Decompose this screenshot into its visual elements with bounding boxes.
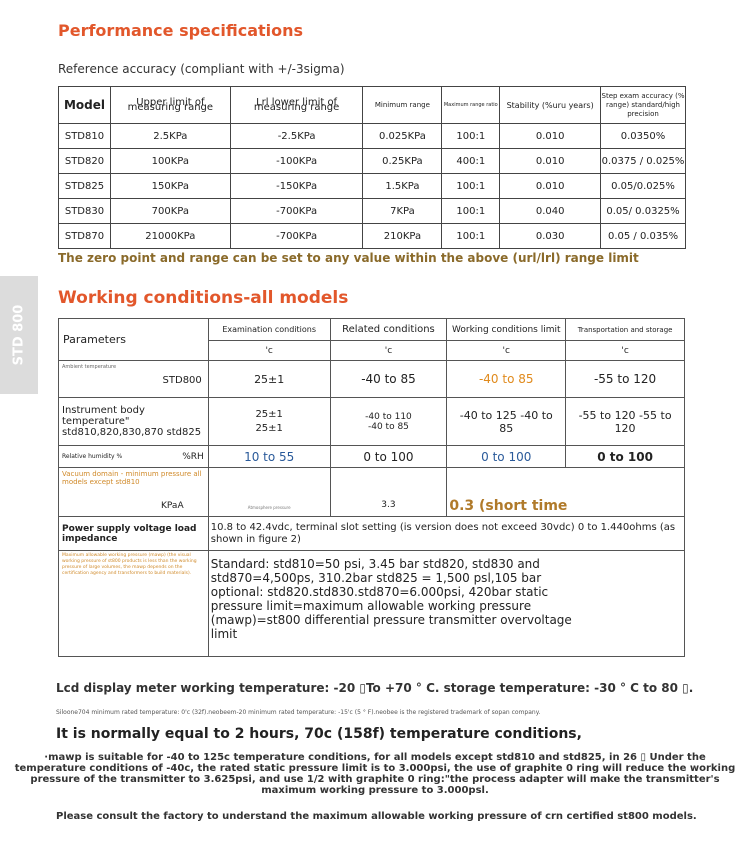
perf-subtitle: Reference accuracy (compliant with +/-3sigma) [58,62,345,76]
power-value: 10.8 to 42.4vdc, terminal slot setting (is version does not exceed 30vdc) 0 to 1.440ohms (as shown in figure 2) [208,517,684,551]
instrument-related-2: -40 to 85 [368,421,409,432]
range-note: The zero point and range can be set to any value within the above (url/lrl) range limit [58,251,639,265]
instrument-related-1: -40 to 110 [365,411,412,422]
cell-lower: -700KPa [230,199,363,224]
col-model: Model [59,87,111,124]
cell-step: 0.0350% [601,124,686,149]
cell-ratio: 400:1 [442,149,500,174]
hdr-limit: Working conditions limit [447,319,566,341]
consult-note: Please consult the factory to understand the maximum allowable working pressure of crn certified st800 models. [56,811,697,822]
accuracy-table [58,86,686,249]
side-tab [0,276,38,394]
vacuum-related: 3.3 [330,468,447,517]
lcd-note: Lcd display meter working temperature: -20 ▯To +70 ° C. storage temperature: -30 ° C to 80 ▯. [56,681,694,695]
cell-lower: -700KPa [230,224,363,249]
cell-min: 0.25KPa [363,149,442,174]
cell-upper: 100KPa [110,149,230,174]
cell-step: 0.05 / 0.035% [601,224,686,249]
cell-step: 0.05/ 0.0325% [601,199,686,224]
cell-min: 7KPa [363,199,442,224]
humidity-unit: %RH [151,446,208,468]
normal-note: It is normally equal to 2 hours, 70c (158f) temperature conditions, [56,726,582,742]
instrument-exam-2: 25±1 [255,423,283,434]
mawp-label: Maximum allowable working pressure (mawp) (the visual working pressure of st800 products is less than the working pressure of large volumes, the mawp depends on the certification agency and transformers to build materials). [59,551,209,657]
instrument-exam-1: 25±1 [255,409,283,420]
cell-ratio: 100:1 [442,174,500,199]
side-tab-label: STD 800 [11,304,27,366]
instrument-related [330,398,447,446]
instrument-transport: -55 to 120 -55 to 120 [566,398,685,446]
humidity-label: Relative humidity % [59,446,152,468]
instrument-exam [208,398,330,446]
hdr-transport: Transportation and storage [566,319,685,341]
cell-upper: 150KPa [110,174,230,199]
cell-model: STD820 [59,149,111,174]
cell-min: 1.5KPa [363,174,442,199]
vacuum-label-cell [59,468,209,517]
vacuum-unit: KPaA [161,501,184,511]
vacuum-exam: Atmosphere pressure [208,468,330,517]
cell-upper: 700KPa [110,199,230,224]
unit-exam: 'c [208,341,330,361]
unit-related: 'c [330,341,447,361]
ambient-limit: -40 to 85 [447,361,566,398]
humidity-limit: 0 to 100 [447,446,566,468]
cell-model: STD810 [59,124,111,149]
mawp-footnote: ·mawp is suitable for -40 to 125c temperature conditions, for all models except std810 and std825, in 26 ▯ Under the temperature conditions of -40c, the rated static pressure limit is to 3.000psi, the use of graphite 0 ring will reduce the working pressure of the transmitter to 3.625psi, and use 1/2 with graphite 0 ring:"the process adapter will make the transmitter's maximum working pressure to 3.000psl. [14,752,736,796]
ambient-related: -40 to 85 [330,361,447,398]
cell-lower: -150KPa [230,174,363,199]
unit-limit: 'c [447,341,566,361]
instrument-limit: -40 to 125 -40 to 85 [447,398,566,446]
conditions-table [58,318,685,657]
ambient-transport: -55 to 120 [566,361,685,398]
col-upper: Upper limit of measuring range [110,87,230,124]
cell-stability: 0.010 [500,124,601,149]
table-row [59,149,686,174]
ambient-exam: 25±1 [208,361,330,398]
unit-transport: 'c [566,341,685,361]
perf-title: Performance specifications [58,21,304,40]
cell-stability: 0.040 [500,199,601,224]
col-lower: Lrl lower limit of measuring range [230,87,363,124]
table-row [59,224,686,249]
cell-lower: -100KPa [230,149,363,174]
row-mawp [59,551,685,657]
hdr-parameters: Parameters [59,319,209,361]
row-ambient [59,361,685,398]
instrument-label: Instrument body temperature" std810,820,830,870 std825 [59,398,209,446]
row-humidity [59,446,685,468]
mawp-value: Standard: std810=50 psi, 3.45 bar std820, std830 and std870=4,500ps, 310.2bar std825 = 1,500 psl,105 bar optional: std820.std830.std870=6.000psi, 420bar static pressure limit=maximum allowable working pressure (mawp)=st800 differential pressure transmitter overvoltage limit [208,551,684,657]
humidity-related: 0 to 100 [330,446,447,468]
cell-stability: 0.030 [500,224,601,249]
power-label: Power supply voltage load impedance [59,517,209,551]
work-title: Working conditions-all models [58,288,349,308]
cell-model: STD870 [59,224,111,249]
table-row [59,124,686,149]
humidity-transport: 0 to 100 [566,446,685,468]
row-vacuum [59,468,685,517]
cell-model: STD825 [59,174,111,199]
cell-ratio: 100:1 [442,124,500,149]
cell-upper: 21000KPa [110,224,230,249]
col-max-ratio: Maximum range ratio [442,87,500,124]
cell-ratio: 100:1 [442,199,500,224]
ambient-model: STD800 [162,375,202,386]
col-min-range: Minimum range [363,87,442,124]
table-row [59,199,686,224]
row-power [59,517,685,551]
vacuum-limit: 0.3 (short time [447,468,685,517]
cell-min: 210KPa [363,224,442,249]
col-stability: Stability (%uru years) [500,87,601,124]
vacuum-label: Vacuum domain - minimum pressure all models except std810 [62,470,202,486]
cell-lower: -2.5KPa [230,124,363,149]
cell-step: 0.0375 / 0.025% [601,149,686,174]
silicone-note: Siloone704 minimum rated temperature: 0'c (32f).neobeem-20 minimum rated temperature: -15'c (5 ° F).neobee is the registered trademark of sopan company. [56,709,541,716]
cell-upper: 2.5KPa [110,124,230,149]
cell-ratio: 100:1 [442,224,500,249]
ambient-label: Ambient temperature [62,364,117,370]
cell-min: 0.025KPa [363,124,442,149]
cell-model: STD830 [59,199,111,224]
hdr-exam: Examination conditions [208,319,330,341]
ambient-label-cell [59,361,209,398]
cell-stability: 0.010 [500,174,601,199]
cell-stability: 0.010 [500,149,601,174]
table-row [59,174,686,199]
row-instrument [59,398,685,446]
col-step: Step exam accuracy (% range) standard/high precision [601,87,686,124]
humidity-exam: 10 to 55 [208,446,330,468]
hdr-related: Related conditions [330,319,447,341]
cell-step: 0.05/0.025% [601,174,686,199]
